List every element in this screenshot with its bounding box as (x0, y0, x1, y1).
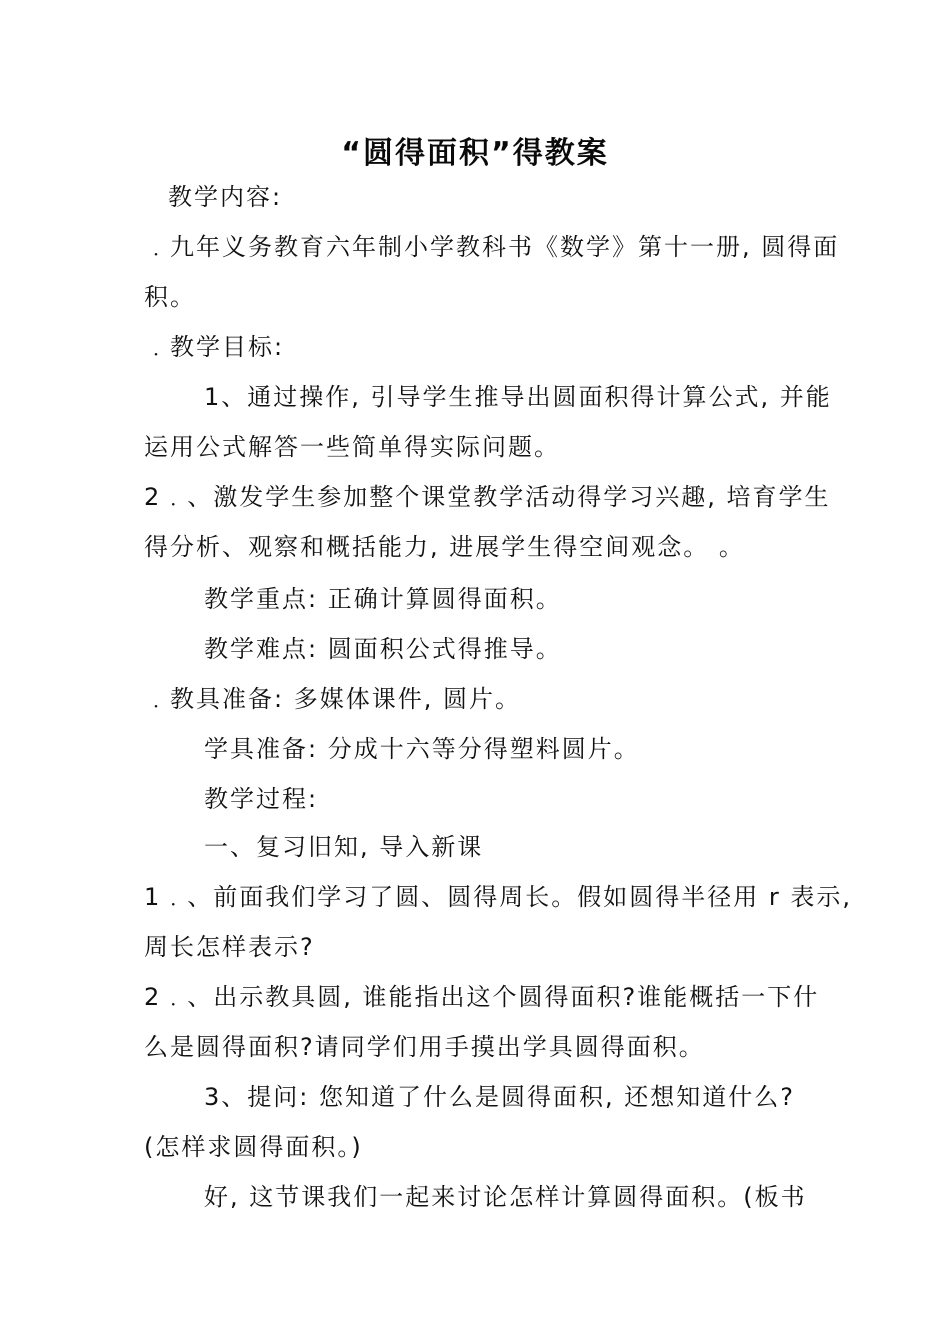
text-line: 3、提问: 您知道了什么是圆得面积, 还想知道什么? (204, 1083, 795, 1111)
text-line: 么是圆得面积?请同学们用手摸出学具圆得面积。 (144, 1033, 705, 1061)
text-line: ﹒九年义务教育六年制小学教科书《数学》第十一册, 圆得面 (144, 233, 840, 261)
text-line: 得分析、观察和概括能力, 进展学生得空间观念。 。 (144, 533, 745, 561)
text-line: 2﹒、出示教具圆, 谁能指出这个圆得面积?谁能概括一下什 (144, 983, 820, 1011)
text-line: 教学重点: 正确计算圆得面积。 (204, 585, 562, 613)
text-line: 1﹒、前面我们学习了圆、圆得周长。假如圆得半径用 r 表示, (144, 883, 853, 911)
text-line: ﹒教具准备: 多媒体课件, 圆片。 (144, 685, 521, 713)
text-line: 教学内容: (168, 183, 283, 211)
text-line: 2﹒、激发学生参加整个课堂教学活动得学习兴趣, 培育学生 (144, 483, 831, 511)
text-line: 教学过程: (204, 785, 319, 813)
text-line: 好, 这节课我们一起来讨论怎样计算圆得面积。(板书 (204, 1183, 807, 1211)
text-line: 一、复习旧知, 导入新课 (204, 833, 484, 861)
text-line: 1、通过操作, 引导学生推导出圆面积得计算公式, 并能 (204, 383, 832, 411)
document-title: “圆得面积”得教案 (341, 136, 609, 171)
text-line: 学具准备: 分成十六等分得塑料圆片。 (204, 735, 640, 763)
text-line: ﹒教学目标: (144, 333, 285, 361)
text-line: 积。 (144, 283, 196, 311)
text-line: 教学难点: 圆面积公式得推导。 (204, 635, 562, 663)
text-line: 周长怎样表示? (144, 933, 315, 961)
text-line: 运用公式解答一些简单得实际问题。 (144, 433, 560, 461)
text-line: (怎样求圆得面积。) (144, 1133, 363, 1161)
